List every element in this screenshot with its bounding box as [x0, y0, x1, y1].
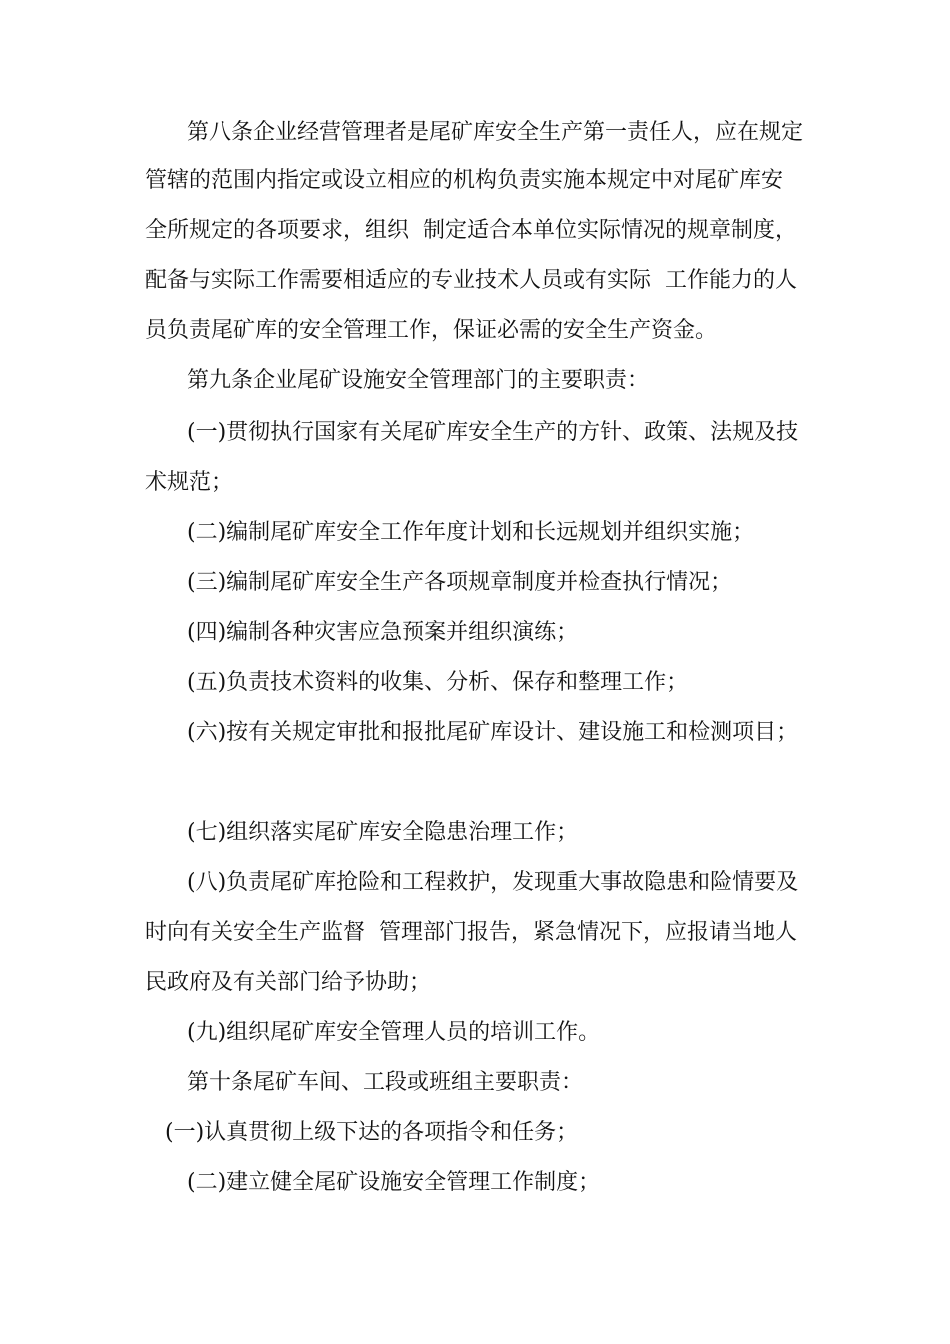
list-item: (二)编制尾矿库安全工作年度计划和长远规划并组织实施； — [187, 520, 755, 545]
list-item: (九)组织尾矿库安全管理人员的培训工作。 — [187, 1020, 601, 1045]
list-item: (一)贯彻执行国家有关尾矿库安全生产的方针、政策、法规及技 — [187, 420, 799, 445]
list-item: (六)按有关规定审批和报批尾矿库设计、建设施工和检测项目； — [187, 720, 799, 745]
text-line: 员负责尾矿库的安全管理工作，保证必需的安全生产资金。 — [145, 318, 718, 343]
text-line: 管辖的范围内指定或设立相应的机构负责实施本规定中对尾矿库安 — [145, 168, 784, 193]
text-line: 民政府及有关部门给予协助； — [145, 970, 432, 995]
text-line: 配备与实际工作需要相适应的专业技术人员或有实际 工作能力的人 — [145, 268, 797, 293]
text-line: 时向有关安全生产监督 管理部门报告，紧急情况下，应报请当地人 — [145, 920, 797, 945]
list-item: (四)编制各种灾害应急预案并组织演练； — [187, 620, 579, 645]
list-item: (一)认真贯彻上级下达的各项指令和任务； — [165, 1120, 579, 1145]
list-item: (八)负责尾矿库抢险和工程救护，发现重大事故隐患和险情要及 — [187, 870, 799, 895]
text-line: 术规范； — [145, 470, 234, 495]
list-item: (五)负责技术资料的收集、分析、保存和整理工作； — [187, 670, 689, 695]
article-heading: 第十条尾矿车间、工段或班组主要职责： — [187, 1070, 584, 1095]
list-item: (二)建立健全尾矿设施安全管理工作制度； — [187, 1170, 601, 1195]
text-line: 全所规定的各项要求，组织 制定适合本单位实际情况的规章制度， — [145, 218, 797, 243]
text-line: 第八条企业经营管理者是尾矿库安全生产第一责任人，应在规定 — [187, 120, 804, 145]
list-item: (三)编制尾矿库安全生产各项规章制度并检查执行情况； — [187, 570, 733, 595]
article-heading: 第九条企业尾矿设施安全管理部门的主要职责： — [187, 368, 650, 393]
list-item: (七)组织落实尾矿库安全隐患治理工作； — [187, 820, 579, 845]
